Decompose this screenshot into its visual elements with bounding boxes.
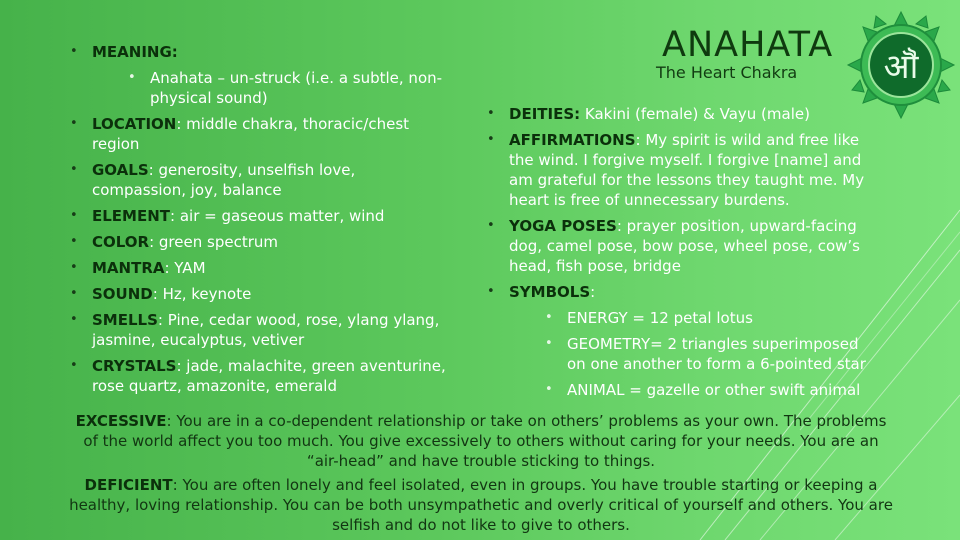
deficient-paragraph <box>66 475 896 535</box>
term-meaning: MEANING: <box>92 43 178 61</box>
term-color: COLOR <box>92 233 150 251</box>
text-color: : green spectrum <box>149 233 278 251</box>
symbol-item-geometry <box>531 334 867 374</box>
list-item-smells <box>70 310 450 350</box>
symbol-item-animal <box>531 380 867 400</box>
symbols-sub-list <box>509 308 867 400</box>
meaning-sub-item <box>114 68 450 108</box>
list-item-affirmations <box>487 130 867 210</box>
text-animal: = gazelle or other swift animal <box>624 381 861 399</box>
list-item-yoga-poses <box>487 216 867 276</box>
list-item-crystals <box>70 356 450 396</box>
term-geometry: GEOMETRY <box>567 335 651 353</box>
term-mantra: MANTRA <box>92 259 165 277</box>
text-crystals: : jade, malachite, green aventurine, rose quartz, amazonite, emerald <box>92 357 446 395</box>
list-item-sound <box>70 284 450 304</box>
term-symbols: SYMBOLS <box>509 283 591 301</box>
term-element: ELEMENT <box>92 207 171 225</box>
meaning-text: Anahata – un-struck (i.e. a subtle, non-physical sound) <box>150 69 443 107</box>
text-element: : air = gaseous matter, wind <box>170 207 385 225</box>
right-list <box>487 104 867 400</box>
text-affirmations: : My spirit is wild and free like the wind. I forgive myself. I forgive [name] and am grateful for the lessons they taught me. My heart is free of unnecessary burdens. <box>509 131 865 209</box>
text-symbols: : <box>590 283 596 301</box>
list-item-deities <box>487 104 867 124</box>
text-energy: = 12 petal lotus <box>627 309 753 327</box>
list-item-goals <box>70 160 450 200</box>
term-sound: SOUND <box>92 285 153 303</box>
left-column <box>70 42 450 402</box>
text-mantra: : YAM <box>164 259 206 277</box>
text-deities: Kakini (female) & Vayu (male) <box>580 105 810 123</box>
term-smells: SMELLS <box>92 311 158 329</box>
bottom-text <box>66 411 896 539</box>
term-animal: ANIMAL <box>567 381 625 399</box>
text-deficient: : You are often lonely and feel isolated, even in groups. You have trouble starting or keeping a healthy, loving relationship. You can be both unsympathetic and overly critical of yourself and others. You are selfish and do not like to give to others. <box>69 476 893 534</box>
text-yoga-poses: : prayer position, upward-facing dog, camel pose, bow pose, wheel pose, cow’s head, fish pose, bridge <box>509 217 860 275</box>
term-energy: ENERGY <box>567 309 628 327</box>
list-item-color <box>70 232 450 252</box>
term-crystals: CRYSTALS <box>92 357 177 375</box>
left-list <box>70 42 450 396</box>
excessive-paragraph <box>66 411 896 471</box>
symbol-item-energy <box>531 308 867 328</box>
text-goals: : generosity, unselfish love, compassion, joy, balance <box>92 161 356 199</box>
term-excessive: EXCESSIVE <box>75 412 167 430</box>
text-location: : middle chakra, thoracic/chest region <box>92 115 410 153</box>
term-deities: DEITIES: <box>509 105 581 123</box>
term-location: LOCATION <box>92 115 177 133</box>
list-item-location <box>70 114 450 154</box>
list-item-meaning <box>70 42 450 108</box>
text-smells: : Pine, cedar wood, rose, ylang ylang, jasmine, eucalyptus, vetiver <box>92 311 440 349</box>
term-deficient: DEFICIENT <box>84 476 173 494</box>
list-item-symbols <box>487 282 867 400</box>
text-excessive: : You are in a co-dependent relationship or take on others’ problems as your own. The problems of the world affect you too much. You give excessively to others without caring for your needs. You are an “air-head” and have trouble sticking to things. <box>83 412 887 470</box>
term-goals: GOALS <box>92 161 149 179</box>
text-geometry: = 2 triangles superimposed on one another to form a 6-pointed star <box>567 335 866 373</box>
term-yoga-poses: YOGA POSES <box>509 217 617 235</box>
meaning-sub-list <box>92 68 450 108</box>
term-affirmations: AFFIRMATIONS <box>509 131 636 149</box>
text-sound: : Hz, keynote <box>152 285 252 303</box>
anahata-glyph: ॵ <box>883 47 919 87</box>
list-item-element <box>70 206 450 226</box>
slide-subtitle: The Heart Chakra <box>656 63 798 82</box>
right-column <box>487 104 867 406</box>
list-item-mantra <box>70 258 450 278</box>
title-block <box>650 26 850 82</box>
slide-title: ANAHATA <box>662 25 834 65</box>
